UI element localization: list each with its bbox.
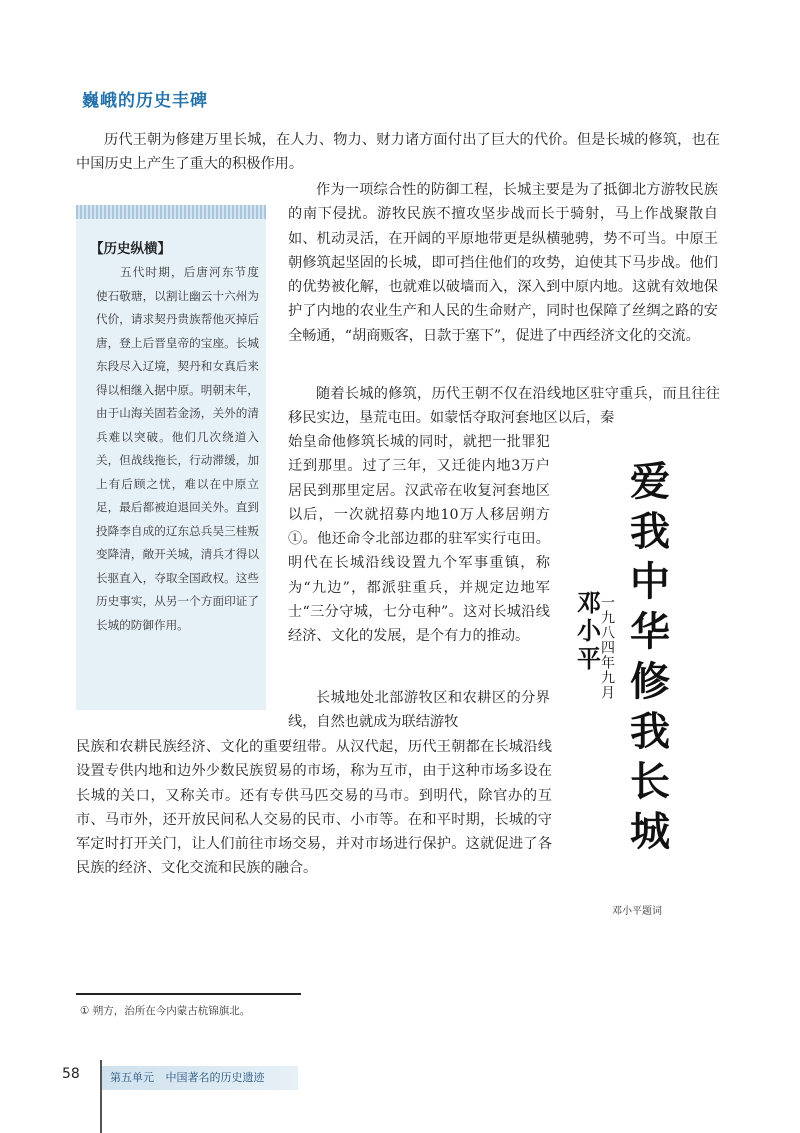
paragraph-3a: 随着长城的修筑，历代王朝不仅在沿线地区驻守重兵，而且往往移民实边，垦荒屯田。如蒙恬夺取河套地区以后，秦 [288,386,720,427]
paragraph-4b: 民族和农耕民族经济、文化的重要纽带。从汉代起，历代王朝都在长城沿线设置专供内地和边外少数民族贸易的市场，称为互市，由于这种市场多设在长城的关口，又称关市。还有专供马匹交易的马市。到明代，除官办的互市、马市外，还开放民间私人交易的民市、小市等。在和平时期，长城的守军定时打开关门，让人们前往市场交易，并对市场进行保护。这就促进了各民族的经济、文化交流和民族的融合。 [76,739,552,877]
section-title: 巍峨的历史丰碑 [82,91,208,111]
calligraphy-date: 一九八四年九月 [599,595,615,700]
paragraph-1: 历代王朝为修建万里长城，在人力、物力、财力诸方面付出了巨大的代价。但是长城的修筑，也在中国历史上产生了重大的积极作用。 [76,132,720,173]
footnote: ① 朔方，治所在今内蒙古杭锦旗北。 [80,1005,251,1017]
unit-label: 第五单元 [110,1071,154,1084]
calligraphy-signature: 邓小平 [572,590,602,674]
footnote-divider [76,993,301,995]
sidebar-text: 五代时期，后唐河东节度使石敬瑭，以割让幽云十六州为代价，请求契丹贵族帮他灭掉后唐，登上后晋皇帝的宝座。长城东段尽入辽境，契丹和女真后来得以相继入据中原。明朝末年，由于山海关固若金汤，关外的清兵难以突破。他们几次绕道入关，但战线拖长，行动滞缓，加上有后顾之忧，难以在中原立足，最后都被迫退回关外。直到投降李自成的辽东总兵吴三桂叛变降清，敞开关城，清兵才得以长驱直入，夺取全国政权。这些历史事实，从另一个方面印证了长城的防御作用。 [96,265,259,632]
paragraph-4a: 长城地处北部游牧区和农耕区的分界线，自然也就成为联结游牧 [288,690,550,731]
calligraphy-main-text: 爱我中华修我长城 [623,460,671,860]
page-number: 58 [62,1066,80,1082]
sidebar-title: 【历史纵横】 [90,241,171,257]
unit-title: 中国著名的历史遗迹 [165,1071,265,1084]
paragraph-3b: 始皇命他修筑长城的同时，就把一批罪犯迁到那里。过了三年，又迁徙内地3万户居民到那里定居。汉武帝在收复河套地区以后，一次就招募内地10万人移居朔方①。他还命令北部边郡的驻军实行屯田。明代在长城沿线设置九个军事重镇，称为“九边”，都派驻重兵，并规定边地军士“三分守城，七分屯种”。这对长城沿线经济、文化的发展，是个有力的推动。 [288,434,550,645]
paragraph-2: 作为一项综合性的防御工程，长城主要是为了抵御北方游牧民族的南下侵扰。游牧民族不擅攻坚步战而长于骑射，马上作战聚散自如、机动灵活，在开阔的平原地带更是纵横驰骋，势不可当。中原王朝修筑起坚固的长城，即可挡住他们的攻势，迫使其下马步战。他们的优势被化解，也就难以破墙而入，深入到中原内地。这就有效地保护了内地的农业生产和人民的生命财产，同时也保障了丝绸之路的安全畅通，“胡商贩客，日款于塞下”，促进了中西经济文化的交流。 [288,182,718,344]
unit-tab [102,1066,298,1090]
calligraphy-inscription [565,440,685,880]
sidebar-top-strip [76,205,266,219]
calligraphy-caption: 邓小平题词 [612,906,662,917]
history-sidebar [76,205,266,710]
